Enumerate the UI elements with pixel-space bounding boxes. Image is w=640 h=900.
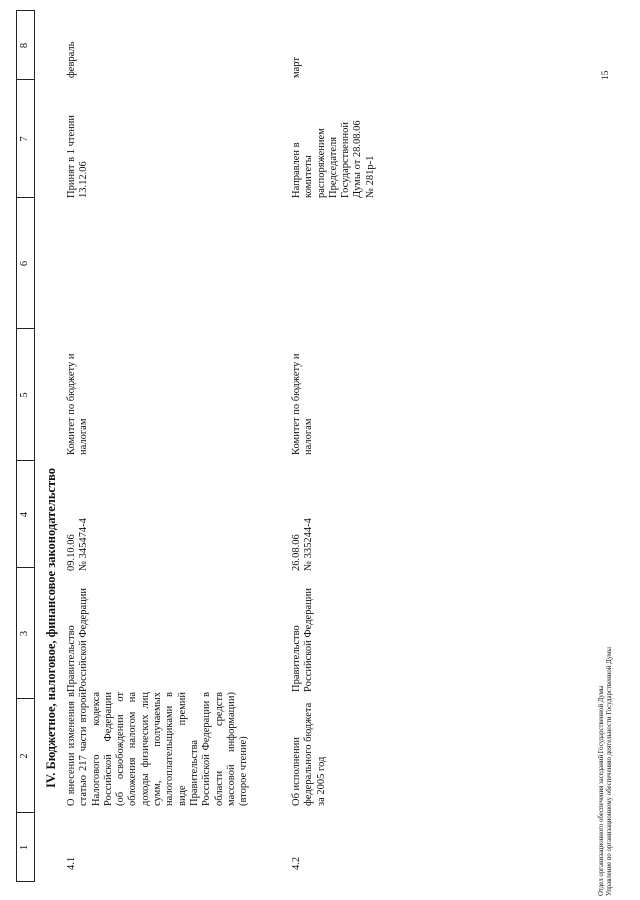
column-number: 2 — [19, 753, 30, 759]
row-number: 4.2 — [291, 856, 302, 870]
header-bottom-border — [34, 10, 35, 882]
status: Принят в 1 чтении 13.12.06 — [66, 115, 90, 198]
column-number: 8 — [19, 42, 30, 49]
committee: Комитет по бюджету и налогам — [291, 353, 315, 455]
initiator: Правительство Российской Федерации — [291, 588, 315, 692]
month: февраль — [66, 41, 77, 78]
column-number: 3 — [19, 630, 30, 637]
column-number: 7 — [19, 136, 30, 142]
column-number: 6 — [19, 260, 30, 267]
bill-title: Об исполнении федерального бюджета за 2005 год — [291, 702, 327, 806]
registration: 26.08.06 № 335244-4 — [291, 518, 315, 571]
registration: 09.10.06 № 345474-4 — [66, 518, 90, 571]
section-title: IV. Бюджетное, налоговое, финансовое законодательство — [44, 467, 58, 788]
column-number: 4 — [19, 511, 30, 518]
column-number: 5 — [19, 392, 30, 398]
footer-department: Отдел организационного обеспечения заседаний Государственной Думы — [598, 685, 605, 896]
month: март — [291, 57, 302, 78]
footer-directorate: Управление по организационному обеспечению деятельности Государственной Думы — [606, 647, 613, 896]
row-number: 4.1 — [66, 856, 77, 870]
initiator: Правительство Российской Федерации — [66, 588, 90, 692]
column-number: 1 — [19, 844, 30, 851]
status: Направлен в комитеты распоряжением Председателя Государственной Думы от 28.08.06 № 281р-1 — [291, 120, 376, 198]
committee: Комитет по бюджету и налогам — [66, 353, 90, 455]
page-number: 15 — [601, 70, 611, 80]
bill-title: О внесении изменения в статью 217 части второй Налогового кодекса Российской Федерации (об освобождении от обложения налогом на доходы физических лиц сумм, получаемых налогоплательщиками в виде премий Правительства Российской Федерации в области средств массовой информации) (второе чтение) — [66, 692, 250, 806]
